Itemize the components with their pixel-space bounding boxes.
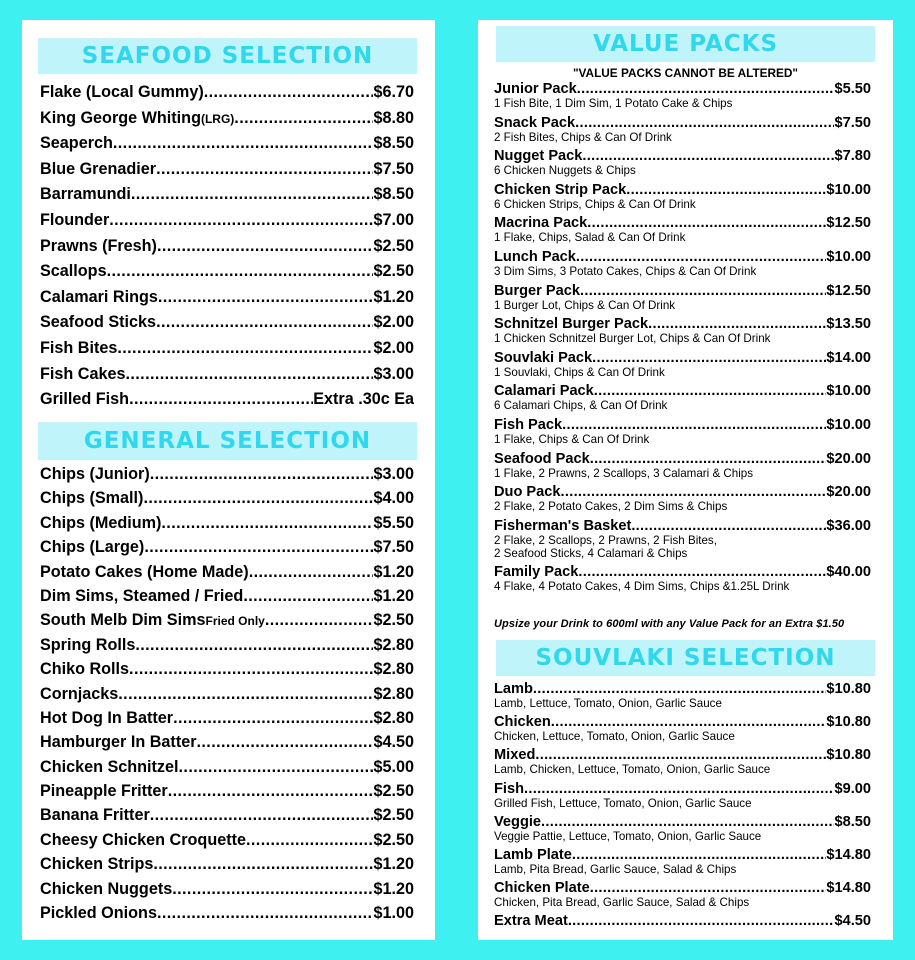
value-pack-item	[494, 565, 871, 593]
pack-name: Fisherman's Basket	[494, 517, 632, 534]
pack-title-row	[494, 216, 871, 231]
pack-title-row	[494, 748, 871, 763]
menu-item-price: $7.00	[373, 210, 414, 229]
menu-item-price: $5.50	[373, 513, 414, 532]
pack-name: Chicken	[494, 714, 551, 731]
menu-item-name: Chicken Strips	[40, 855, 154, 874]
menu-item-name: Seafood Sticks	[40, 313, 157, 332]
menu-item-row	[40, 390, 414, 416]
pack-description: Lamb, Lettuce, Tomato, Onion, Garlic Sauce	[494, 697, 722, 710]
dot-leader	[572, 848, 827, 863]
pack-price: $12.50	[826, 215, 871, 232]
dot-leader	[562, 418, 826, 433]
dot-leader	[153, 855, 373, 874]
menu-item-price: $1.20	[373, 879, 414, 898]
pack-name: Mixed	[494, 747, 536, 764]
value-pack-item	[494, 317, 871, 345]
menu-item-price: $2.80	[373, 635, 414, 654]
general-selection-heading: GENERAL SELECTION	[38, 422, 417, 460]
dot-leader	[161, 514, 373, 533]
pack-description: 2 Flake, 2 Potato Cakes, 2 Dim Sims & Chips	[494, 500, 728, 514]
souvlaki-item	[494, 815, 871, 843]
menu-item-row	[40, 660, 414, 684]
pack-title-row	[494, 418, 871, 433]
menu-item-row	[40, 313, 414, 339]
upsize-drink-note: Upsize your Drink to 600ml with any Value Pack for an Extra $1.50	[494, 618, 845, 630]
dot-leader	[150, 465, 374, 484]
menu-item-name: Potato Cakes (Home Made)	[40, 562, 249, 581]
pack-description: 1 Flake, 2 Prawns, 2 Scallops, 3 Calamari & Chips	[494, 466, 754, 480]
pack-price: $14.80	[826, 846, 871, 863]
menu-item-row	[40, 563, 414, 587]
dot-leader	[578, 565, 826, 580]
menu-item-price: $2.80	[373, 660, 414, 679]
menu-item-row	[40, 831, 414, 855]
pack-price: $5.50	[834, 81, 871, 97]
pack-description: 1 Burger Lot, Chips & Can Of Drink	[494, 298, 676, 312]
menu-item-price: Extra .30c Ea	[313, 390, 414, 409]
pack-title-row	[494, 284, 871, 299]
value-pack-item	[494, 452, 871, 480]
pack-title-row	[494, 452, 871, 467]
souvlaki-item	[494, 748, 871, 776]
pack-title-row	[494, 519, 871, 534]
menu-item-note: Fried Only	[205, 614, 265, 629]
pack-price: $20.00	[826, 484, 871, 501]
general-list	[40, 465, 414, 928]
menu-item-price: $1.20	[373, 562, 414, 581]
menu-item-price: $8.50	[373, 185, 414, 204]
dot-leader	[577, 82, 835, 97]
value-pack-item	[494, 250, 871, 278]
pack-name: Lamb	[494, 681, 533, 697]
menu-item-price: $1.20	[373, 287, 414, 306]
value-packs-list	[494, 82, 871, 599]
pack-price: $10.00	[826, 383, 871, 400]
value-pack-item	[494, 351, 871, 379]
dot-leader	[551, 715, 827, 730]
dot-leader	[587, 216, 826, 231]
dot-leader	[631, 519, 826, 534]
menu-item-price: $1.20	[373, 586, 414, 605]
menu-item-name: Chips (Medium)	[40, 513, 162, 532]
dot-leader	[129, 660, 373, 679]
menu-item-row	[40, 514, 414, 538]
pack-description: 1 Flake, Chips & Can Of Drink	[494, 432, 650, 446]
menu-item-price: $6.70	[373, 83, 414, 101]
menu-item-price: $8.50	[373, 134, 414, 153]
seafood-selection-heading: SEAFOOD SELECTION	[38, 38, 417, 74]
value-pack-item	[494, 216, 871, 244]
dot-leader	[535, 748, 826, 763]
menu-item-name: Cornjacks	[40, 684, 119, 703]
menu-item-name: Fish Cakes	[40, 364, 126, 383]
right-menu-panel	[478, 20, 893, 940]
menu-item-row	[40, 611, 414, 635]
pack-title-row	[494, 715, 871, 730]
pack-title-row	[494, 815, 871, 830]
value-pack-item	[494, 384, 871, 412]
dot-leader	[265, 611, 374, 630]
menu-item-name: Pineapple Fritter	[40, 782, 168, 801]
value-pack-item	[494, 519, 871, 560]
menu-item-price: $5.00	[373, 757, 414, 776]
dot-leader	[568, 914, 835, 929]
pack-title-row	[494, 384, 871, 399]
pack-title-row	[494, 848, 871, 863]
dot-leader	[575, 116, 834, 131]
pack-title-row	[494, 82, 871, 97]
menu-item-row	[40, 160, 414, 186]
menu-item-row	[40, 83, 414, 109]
menu-item-price: $2.50	[373, 236, 414, 255]
dot-leader	[594, 384, 827, 399]
dot-leader	[113, 134, 374, 153]
value-pack-item	[494, 485, 871, 513]
dot-leader	[150, 806, 374, 825]
menu-item-price: $2.50	[373, 262, 414, 281]
dot-leader	[129, 390, 313, 409]
menu-item-row	[40, 237, 414, 263]
pack-description: 1 Flake, Chips, Salad & Can Of Drink	[494, 231, 686, 245]
value-pack-item	[494, 116, 871, 144]
pack-name: Nugget Pack	[494, 148, 583, 165]
menu-item-name: Banana Fritter	[40, 806, 150, 825]
souvlaki-item	[494, 881, 871, 909]
souvlaki-selection-heading: SOUVLAKI SELECTION	[496, 640, 875, 676]
dot-leader	[125, 365, 373, 384]
pack-price: $12.50	[826, 282, 871, 299]
menu-item-row	[40, 262, 414, 288]
dot-leader	[524, 782, 834, 797]
menu-item-price: $2.50	[373, 611, 414, 630]
dot-leader	[648, 317, 826, 332]
pack-name: Schnitzel Burger Pack	[494, 316, 649, 333]
dot-leader	[118, 685, 373, 704]
menu-item-row	[40, 782, 414, 806]
pack-price: $9.00	[834, 780, 871, 797]
menu-item-name: Chips (Junior)	[40, 465, 150, 483]
pack-description: Chicken, Lettuce, Tomato, Onion, Garlic Sauce	[494, 730, 735, 744]
menu-item-name: Hamburger In Batter	[40, 733, 197, 752]
menu-item-name: Chiko Rolls	[40, 660, 130, 679]
dot-leader	[561, 485, 827, 500]
pack-description: Chicken, Pita Bread, Garlic Sauce, Salad & Chips	[494, 896, 750, 910]
pack-title-row	[494, 317, 871, 332]
menu-item-price: $7.50	[373, 538, 414, 557]
dot-leader	[576, 250, 826, 265]
dot-leader	[590, 452, 827, 467]
value-pack-item	[494, 183, 871, 211]
value-packs-heading: VALUE PACKS	[496, 26, 875, 62]
dot-leader	[135, 636, 373, 655]
menu-item-row	[40, 855, 414, 879]
menu-item-price: $3.00	[373, 364, 414, 383]
pack-name: Lunch Pack	[494, 248, 576, 265]
souvlaki-item	[494, 848, 871, 876]
pack-price: $7.50	[834, 114, 871, 131]
menu-item-name: Chicken Nuggets	[40, 879, 173, 898]
seafood-list	[40, 83, 414, 416]
menu-item-row	[40, 109, 414, 135]
dot-leader	[157, 904, 374, 923]
pack-description: 4 Flake, 4 Potato Cakes, 4 Dim Sims, Chips &1.25L Drink	[494, 580, 790, 594]
dot-leader	[173, 709, 373, 728]
pack-name: Snack Pack	[494, 114, 576, 131]
menu-item-row	[40, 339, 414, 365]
pack-name: Fish Pack	[494, 416, 563, 433]
menu-item-note: (LRG)	[200, 111, 235, 126]
pack-price: $20.00	[826, 450, 871, 467]
pack-title-row	[494, 881, 871, 896]
menu-item-name: Scallops	[40, 262, 107, 281]
pack-title-row	[494, 565, 871, 580]
dot-leader	[541, 815, 834, 830]
souvlaki-item	[494, 682, 871, 710]
dot-leader	[582, 149, 834, 164]
pack-price: $14.00	[826, 349, 871, 366]
menu-item-name: Barramundi	[40, 185, 131, 204]
dot-leader	[109, 211, 373, 230]
menu-item-name: Calamari Rings	[40, 287, 158, 306]
menu-item-price: $7.50	[373, 159, 414, 178]
menu-item-name: Chicken Schnitzel	[40, 757, 179, 776]
value-pack-item	[494, 418, 871, 446]
dot-leader	[144, 538, 373, 557]
value-packs-subtitle: "VALUE PACKS CANNOT BE ALTERED"	[572, 66, 799, 80]
menu-item-price: $1.20	[373, 855, 414, 874]
menu-item-row	[40, 880, 414, 904]
dot-leader	[168, 782, 374, 801]
menu-item-price: $2.50	[373, 830, 414, 849]
pack-name: Souvlaki Pack	[494, 349, 593, 366]
menu-item-row	[40, 709, 414, 733]
souvlaki-list	[494, 682, 871, 935]
pack-name: Calamari Pack	[494, 383, 594, 400]
pack-description: 2 Flake, 2 Scallops, 2 Prawns, 2 Fish Bites,	[494, 533, 717, 547]
value-pack-item	[494, 284, 871, 312]
left-menu-panel	[22, 20, 435, 940]
menu-item-row	[40, 288, 414, 314]
menu-item-name: Hot Dog In Batter	[40, 708, 174, 727]
menu-item-name: Cheesy Chicken Croquette	[40, 830, 246, 849]
pack-price: $10.00	[826, 416, 871, 433]
pack-name: Seafood Pack	[494, 450, 590, 467]
dot-leader	[131, 185, 374, 204]
dot-leader	[249, 563, 374, 582]
pack-name: Chicken Plate	[494, 880, 590, 897]
dot-leader	[158, 288, 374, 307]
pack-description: 6 Chicken Strips, Chips & Can Of Drink	[494, 197, 696, 211]
menu-item-row	[40, 733, 414, 757]
pack-title-row	[494, 183, 871, 198]
pack-description: Grilled Fish, Lettuce, Tomato, Onion, Garlic Sauce	[494, 796, 752, 810]
menu-item-row	[40, 636, 414, 660]
menu-item-row	[40, 134, 414, 160]
menu-item-name: Pickled Onions	[40, 904, 157, 923]
menu-item-row	[40, 185, 414, 211]
menu-item-name: Fish Bites	[40, 338, 118, 357]
pack-title-row	[494, 351, 871, 366]
menu-item-row	[40, 538, 414, 562]
pack-name: Duo Pack	[494, 484, 561, 501]
pack-price: $10.80	[826, 747, 871, 764]
pack-description: 1 Fish Bite, 1 Dim Sim, 1 Potato Cake & Chips	[494, 97, 733, 110]
pack-name: Fish	[494, 780, 524, 797]
pack-price: $14.80	[826, 880, 871, 897]
pack-description: 3 Dim Sims, 3 Potato Cakes, Chips & Can Of Drink	[494, 264, 757, 278]
dot-leader	[172, 880, 373, 899]
dot-leader	[246, 831, 373, 850]
pack-name: Family Pack	[494, 564, 579, 581]
menu-item-price: $2.00	[373, 313, 414, 332]
pack-name: Chicken Strip Pack	[494, 181, 627, 198]
menu-item-name: Seaperch	[40, 134, 113, 153]
souvlaki-item	[494, 782, 871, 810]
pack-price: $13.50	[826, 316, 871, 333]
menu-item-row	[40, 904, 414, 928]
menu-item-name: Chips (Large)	[40, 538, 145, 557]
pack-title-row	[494, 682, 871, 697]
pack-price: $7.80	[834, 148, 871, 165]
pack-title-row	[494, 914, 871, 929]
dot-leader	[204, 83, 374, 102]
value-pack-item	[494, 149, 871, 177]
dot-leader	[197, 733, 374, 752]
pack-description: 1 Souvlaki, Chips & Can Of Drink	[494, 365, 665, 379]
menu-item-row	[40, 587, 414, 611]
menu-item-name: Flounder	[40, 210, 110, 229]
menu-item-price: $1.00	[373, 904, 414, 923]
pack-name: Macrina Pack	[494, 215, 588, 232]
menu-item-price: $3.00	[373, 465, 414, 483]
pack-title-row	[494, 485, 871, 500]
pack-price: $10.00	[826, 248, 871, 265]
pack-description: Veggie Pattie, Lettuce, Tomato, Onion, Garlic Sauce	[494, 829, 762, 843]
pack-price: $4.50	[834, 913, 871, 930]
pack-title-row	[494, 250, 871, 265]
souvlaki-item	[494, 914, 871, 929]
pack-description: Lamb, Pita Bread, Garlic Sauce, Salad & Chips	[494, 862, 737, 876]
menu-item-name: South Melb Dim Sims	[40, 611, 206, 630]
dot-leader	[533, 682, 826, 697]
pack-price: $40.00	[826, 564, 871, 581]
menu-item-row	[40, 806, 414, 830]
menu-item-price: $4.00	[373, 489, 414, 508]
dot-leader	[580, 284, 826, 299]
menu-item-price: $2.50	[373, 782, 414, 801]
menu-item-name: Dim Sims, Steamed / Fried	[40, 586, 244, 605]
pack-description: 6 Chicken Nuggets & Chips	[494, 164, 636, 178]
pack-description: 2 Fish Bites, Chips & Can Of Drink	[494, 130, 672, 144]
pack-description: Lamb, Chicken, Lettuce, Tomato, Onion, Garlic Sauce	[494, 763, 771, 777]
menu-item-row	[40, 211, 414, 237]
dot-leader	[107, 262, 374, 281]
menu-item-row	[40, 465, 414, 489]
menu-item-row	[40, 758, 414, 782]
pack-price: $8.50	[834, 813, 871, 830]
dot-leader	[590, 881, 827, 896]
menu-item-price: $2.00	[373, 338, 414, 357]
pack-price: $10.80	[826, 681, 871, 697]
value-pack-item	[494, 82, 871, 110]
menu-item-name: Prawns (Fresh)	[40, 236, 157, 255]
pack-price: $10.00	[826, 181, 871, 198]
pack-name: Burger Pack	[494, 282, 580, 299]
pack-name: Veggie	[494, 813, 542, 830]
menu-item-name: Flake (Local Gummy)	[40, 83, 204, 101]
menu-item-price: $2.80	[373, 684, 414, 703]
dot-leader	[179, 758, 374, 777]
menu-item-price: $2.50	[373, 806, 414, 825]
pack-name: Lamb Plate	[494, 846, 572, 863]
menu-item-name: Chips (Small)	[40, 489, 144, 508]
menu-item-name: Blue Grenadier	[40, 159, 157, 178]
dot-leader	[156, 160, 373, 179]
menu-item-price: $4.50	[373, 733, 414, 752]
pack-price: $10.80	[826, 714, 871, 731]
menu-item-name: Spring Rolls	[40, 635, 136, 654]
pack-name: Extra Meat	[494, 913, 568, 930]
dot-leader	[117, 339, 373, 358]
dot-leader	[234, 109, 373, 128]
menu-item-price: $2.80	[373, 708, 414, 727]
menu-item-row	[40, 489, 414, 513]
pack-price: $36.00	[826, 517, 871, 534]
menu-item-row	[40, 365, 414, 391]
menu-item-row	[40, 685, 414, 709]
pack-description: 2 Seafood Sticks, 4 Calamari & Chips	[494, 546, 688, 560]
menu-item-name: Grilled Fish	[40, 390, 130, 409]
pack-title-row	[494, 782, 871, 797]
pack-title-row	[494, 149, 871, 164]
dot-leader	[243, 587, 373, 606]
menu-item-name: King George Whiting	[40, 108, 201, 127]
dot-leader	[626, 183, 826, 198]
souvlaki-item	[494, 715, 871, 743]
dot-leader	[592, 351, 826, 366]
pack-description: 6 Calamari Chips, & Can Of Drink	[494, 399, 668, 413]
dot-leader	[143, 489, 373, 508]
dot-leader	[157, 237, 374, 256]
pack-name: Junior Pack	[494, 81, 577, 97]
pack-title-row	[494, 116, 871, 131]
dot-leader	[156, 313, 373, 332]
pack-description: 1 Chicken Schnitzel Burger Lot, Chips & Can Of Drink	[494, 332, 771, 346]
menu-item-price: $8.80	[373, 108, 414, 127]
